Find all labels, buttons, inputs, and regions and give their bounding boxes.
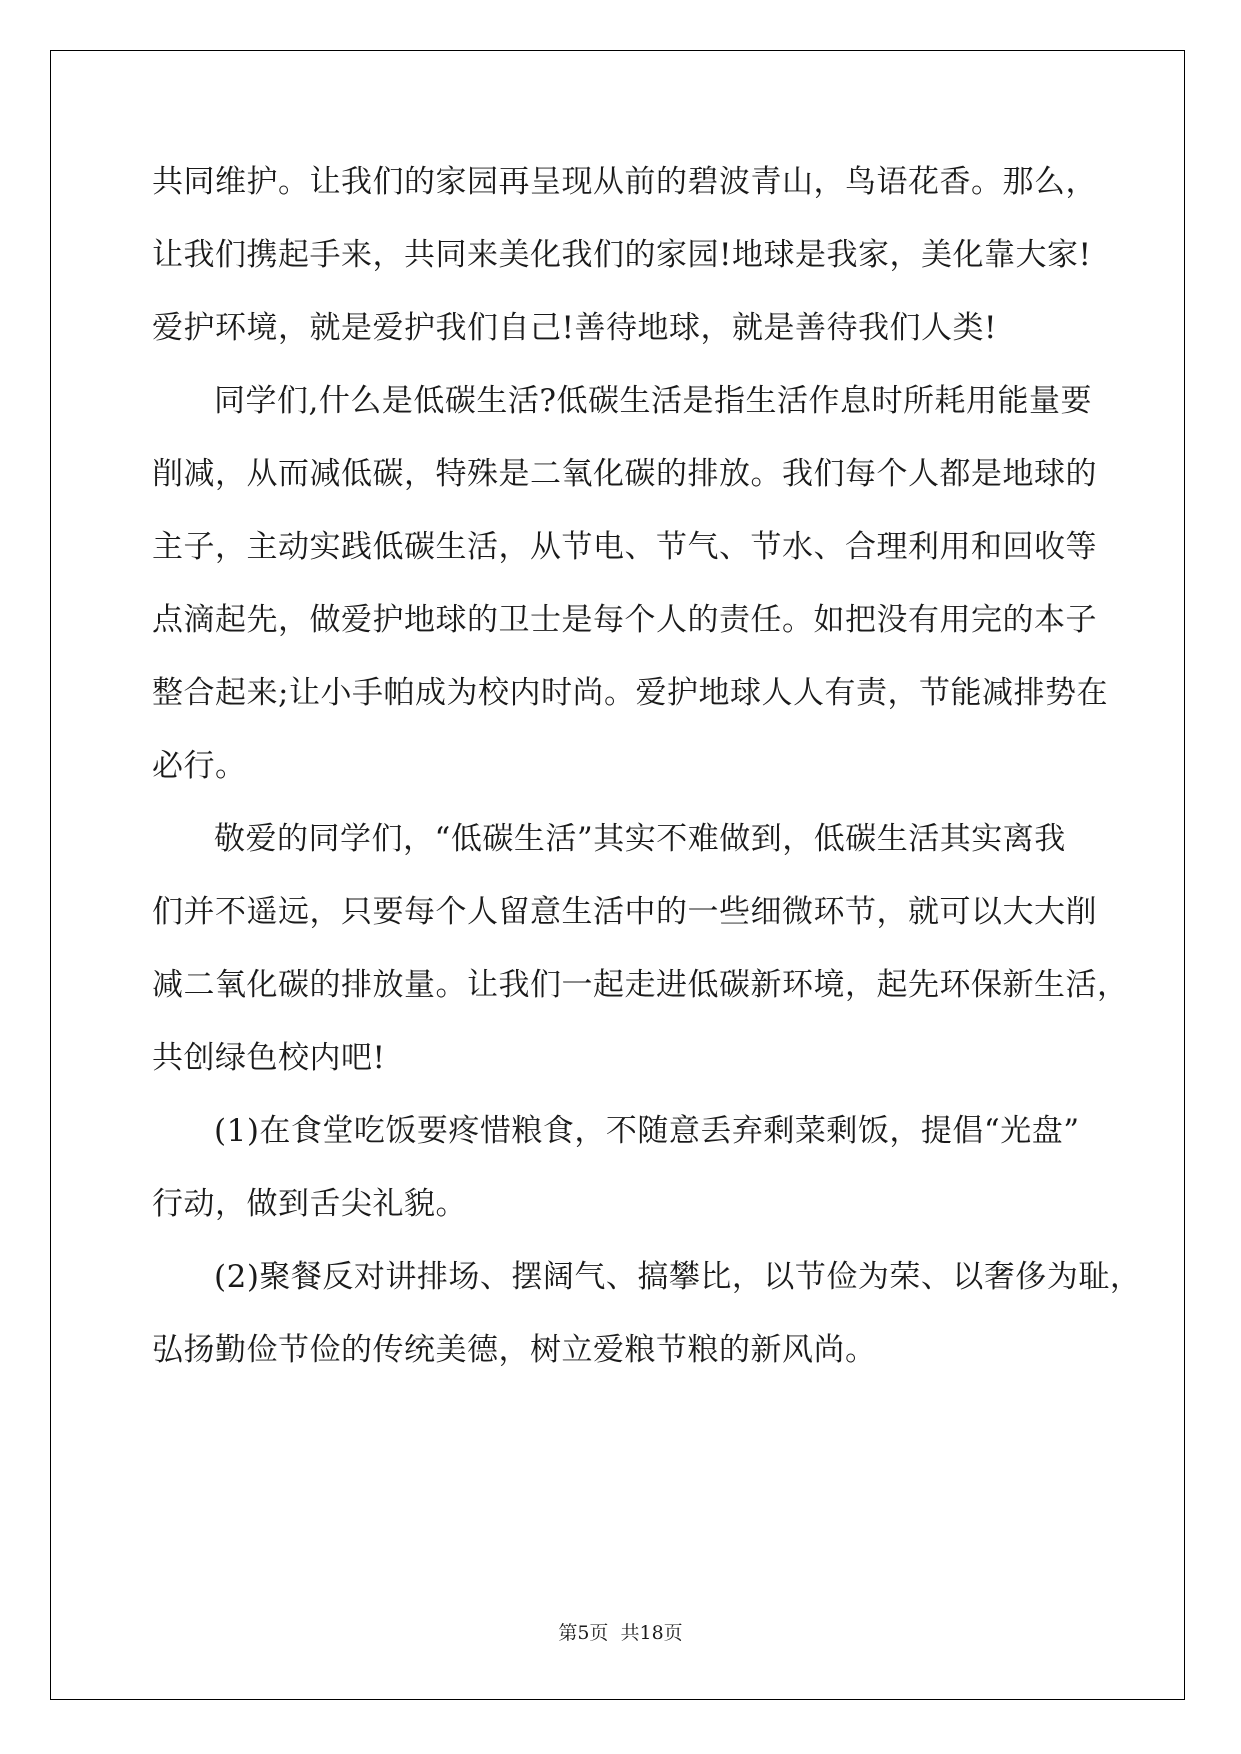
text-line: 点滴起先，做爱护地球的卫士是每个人的责任。如把没有用完的本子 (152, 602, 1097, 638)
paragraph-first-line: 同学们,什么是低碳生活?低碳生活是指生活作息时所耗用能量要 (214, 383, 1092, 419)
text-line: 行动，做到舌尖礼貌。 (152, 1186, 467, 1222)
page-number-footer: 第5页 共18页 (558, 1622, 683, 1644)
text-line: 让我们携起手来，共同来美化我们的家园!地球是我家，美化靠大家! (152, 237, 1092, 273)
list-item-first-line: (1)在食堂吃饭要疼惜粮食，不随意丢弃剩菜剩饭，提倡“光盘” (214, 1113, 1080, 1149)
text-line: 爱护环境，就是爱护我们自己!善待地球，就是善待我们人类! (152, 310, 997, 346)
paragraph-first-line: 敬爱的同学们，“低碳生活”其实不难做到，低碳生活其实离我 (214, 821, 1066, 857)
text-line: 必行。 (152, 748, 247, 784)
text-line: 弘扬勤俭节俭的传统美德，树立爱粮节粮的新风尚。 (152, 1332, 877, 1368)
text-line: 削减，从而减低碳，特殊是二氧化碳的排放。我们每个人都是地球的 (152, 456, 1097, 492)
text-line: 整合起来;让小手帕成为校内时尚。爱护地球人人有责，节能减排势在 (152, 675, 1108, 711)
text-line: 共创绿色校内吧! (152, 1040, 386, 1076)
page-border (50, 50, 1185, 1700)
text-line: 共同维护。让我们的家园再呈现从前的碧波青山，鸟语花香。那么， (152, 164, 1097, 200)
text-line: 主子，主动实践低碳生活，从节电、节气、节水、合理利用和回收等 (152, 529, 1097, 565)
text-line: 们并不遥远，只要每个人留意生活中的一些细微环节，就可以大大削 (152, 894, 1097, 930)
list-item-first-line: (2)聚餐反对讲排场、摆阔气、搞攀比，以节俭为荣、以奢侈为耻， (214, 1259, 1142, 1295)
text-line: 减二氧化碳的排放量。让我们一起走进低碳新环境，起先环保新生活， (152, 967, 1129, 1003)
